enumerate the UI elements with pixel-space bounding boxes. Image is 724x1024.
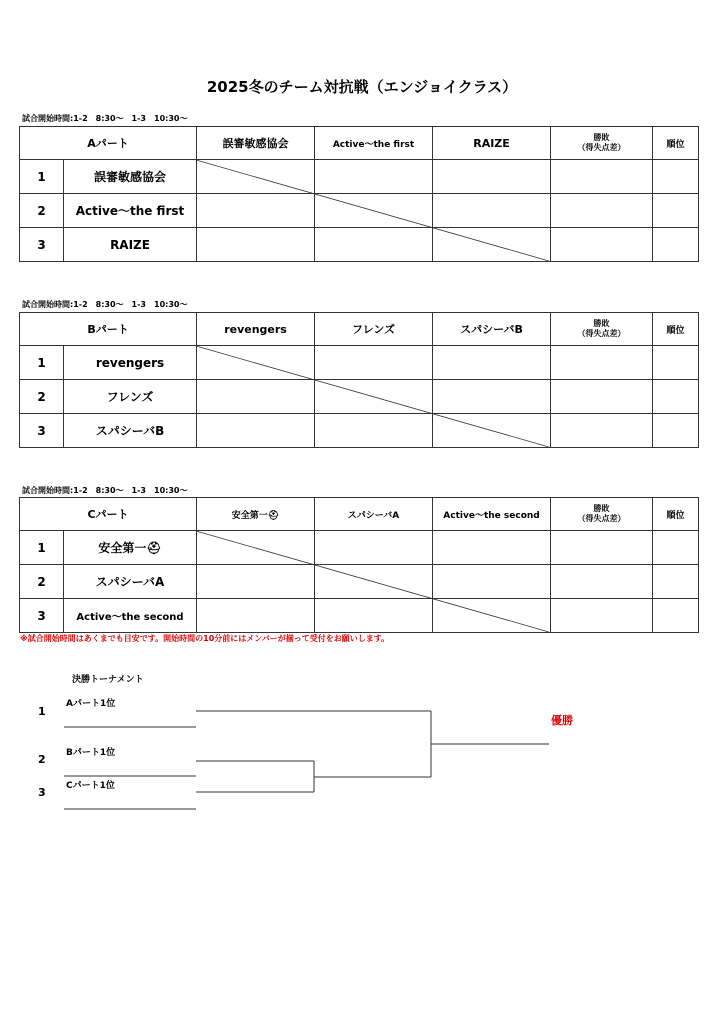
- win-loss-cell: [551, 346, 653, 380]
- bracket-title: 決勝トーナメント: [72, 675, 144, 685]
- rank-cell: [653, 194, 699, 228]
- column-team-3: RAIZE: [433, 127, 551, 160]
- table-row: [20, 531, 699, 565]
- result-cell: [315, 346, 433, 380]
- row-number: 3: [20, 414, 64, 448]
- win-loss-cell: [551, 380, 653, 414]
- result-cell: [433, 346, 551, 380]
- champion-label: 優勝: [551, 714, 573, 727]
- part-label: Aパート: [20, 127, 197, 160]
- league-table-c: [19, 497, 699, 633]
- tournament-bracket: [0, 660, 724, 840]
- rank-cell: [653, 228, 699, 262]
- result-cell: [197, 531, 315, 565]
- result-cell: [315, 194, 433, 228]
- result-cell: [315, 531, 433, 565]
- result-cell: [315, 380, 433, 414]
- win-loss-cell: [551, 160, 653, 194]
- win-loss-header: 勝敗 （得失点差）: [551, 313, 653, 346]
- result-cell: [197, 194, 315, 228]
- result-cell: [197, 160, 315, 194]
- result-cell: [315, 160, 433, 194]
- column-team-2: スパシーバA: [315, 498, 433, 531]
- league-table-b: [19, 312, 699, 448]
- row-number: 1: [20, 160, 64, 194]
- notice-text: ※試合開始時間はあくまでも目安です。開始時間の10分前にはメンバーが揃って受付をお願いします。: [20, 634, 390, 643]
- column-team-2: フレンズ: [315, 313, 433, 346]
- rank-cell: [653, 160, 699, 194]
- win-loss-header: 勝敗 （得失点差）: [551, 127, 653, 160]
- table-row: [20, 380, 699, 414]
- row-team-name: Active〜the first: [64, 194, 197, 228]
- table-row: [20, 228, 699, 262]
- row-number: 1: [20, 531, 64, 565]
- result-cell: [433, 194, 551, 228]
- result-cell: [315, 599, 433, 633]
- row-number: 1: [20, 346, 64, 380]
- win-loss-cell: [551, 414, 653, 448]
- column-team-1: 誤審敏感協会: [197, 127, 315, 160]
- rank-cell: [653, 414, 699, 448]
- rank-header: 順位: [653, 313, 699, 346]
- column-team-1: revengers: [197, 313, 315, 346]
- result-cell: [433, 531, 551, 565]
- rank-cell: [653, 565, 699, 599]
- table-row: [20, 414, 699, 448]
- win-loss-cell: [551, 565, 653, 599]
- row-team-name: RAIZE: [64, 228, 197, 262]
- page-title: 2025冬のチーム対抗戦（エンジョイクラス）: [206, 78, 518, 96]
- column-team-3: スパシーバB: [433, 313, 551, 346]
- rank-header: 順位: [653, 498, 699, 531]
- result-cell: [433, 414, 551, 448]
- schedule-text-b: 試合開始時間:1-2 8:30〜 1-3 10:30〜: [22, 300, 188, 309]
- seed-number: 3: [38, 786, 46, 799]
- result-cell: [433, 228, 551, 262]
- row-number: 3: [20, 228, 64, 262]
- result-cell: [433, 599, 551, 633]
- row-number: 2: [20, 565, 64, 599]
- table-row: [20, 194, 699, 228]
- row-team-name: 安全第一⛑: [64, 531, 197, 565]
- column-team-3: Active〜the second: [433, 498, 551, 531]
- result-cell: [197, 380, 315, 414]
- slot-label: Cパート1位: [66, 781, 115, 791]
- result-cell: [315, 414, 433, 448]
- part-label: Bパート: [20, 313, 197, 346]
- rank-cell: [653, 346, 699, 380]
- result-cell: [197, 599, 315, 633]
- part-label: Cパート: [20, 498, 197, 531]
- seed-number: 2: [38, 753, 46, 766]
- result-cell: [197, 414, 315, 448]
- table-row: [20, 599, 699, 633]
- win-loss-cell: [551, 194, 653, 228]
- schedule-text-c: 試合開始時間:1-2 8:30〜 1-3 10:30〜: [22, 486, 188, 495]
- schedule-text-a: 試合開始時間:1-2 8:30〜 1-3 10:30〜: [22, 114, 188, 123]
- win-loss-cell: [551, 531, 653, 565]
- result-cell: [197, 346, 315, 380]
- win-loss-cell: [551, 599, 653, 633]
- row-team-name: フレンズ: [64, 380, 197, 414]
- rank-cell: [653, 599, 699, 633]
- row-number: 2: [20, 380, 64, 414]
- row-team-name: Active〜the second: [64, 599, 197, 633]
- rank-cell: [653, 380, 699, 414]
- column-team-1: 安全第一⛑: [197, 498, 315, 531]
- row-number: 3: [20, 599, 64, 633]
- league-table-a: [19, 126, 699, 262]
- table-row: [20, 160, 699, 194]
- table-row: [20, 346, 699, 380]
- result-cell: [315, 228, 433, 262]
- rank-header: 順位: [653, 127, 699, 160]
- win-loss-cell: [551, 228, 653, 262]
- row-number: 2: [20, 194, 64, 228]
- slot-label: Aパート1位: [66, 699, 116, 709]
- result-cell: [433, 160, 551, 194]
- result-cell: [433, 380, 551, 414]
- row-team-name: スパシーバB: [64, 414, 197, 448]
- table-row: [20, 565, 699, 599]
- row-team-name: 誤審敏感協会: [64, 160, 197, 194]
- slot-label: Bパート1位: [66, 748, 116, 758]
- column-team-2: Active〜the first: [315, 127, 433, 160]
- bracket-lines: [0, 660, 724, 840]
- result-cell: [197, 565, 315, 599]
- result-cell: [315, 565, 433, 599]
- result-cell: [197, 228, 315, 262]
- seed-number: 1: [38, 705, 46, 718]
- rank-cell: [653, 531, 699, 565]
- result-cell: [433, 565, 551, 599]
- row-team-name: スパシーバA: [64, 565, 197, 599]
- win-loss-header: 勝敗 （得失点差）: [551, 498, 653, 531]
- row-team-name: revengers: [64, 346, 197, 380]
